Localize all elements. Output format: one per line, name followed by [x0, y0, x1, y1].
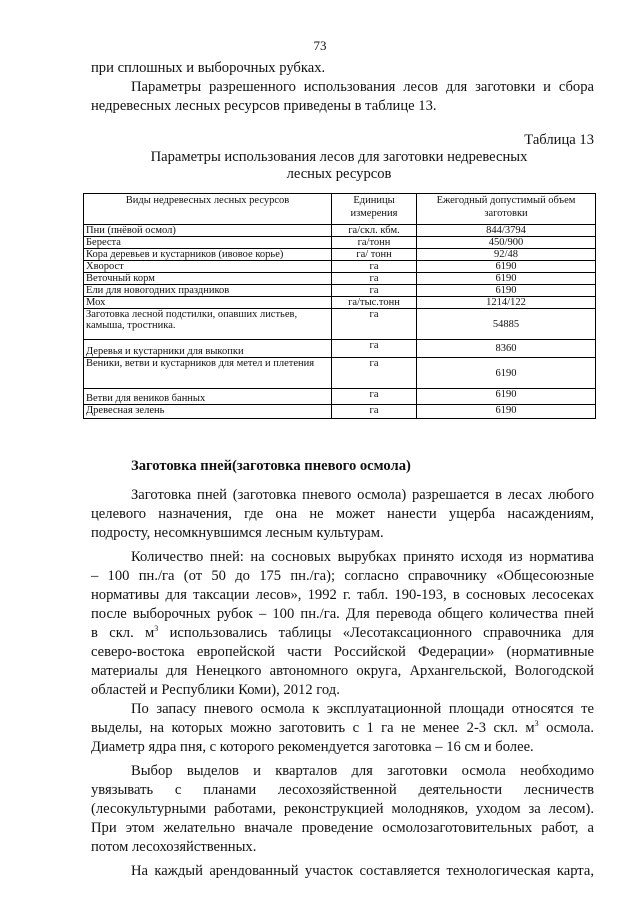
text-line: нормативы для таксации лесов», 1992 г. табл. 190-193, в сосновых лесосеках — [91, 587, 594, 603]
text-line: увязывать с планами лесохозяйственной деятельности лесничеств — [91, 782, 594, 798]
table-cell: га — [332, 358, 417, 389]
table-cell: га/скл. кбм. — [332, 225, 417, 237]
text-line: Выбор выделов и кварталов для заготовки осмола необходимо — [131, 763, 594, 779]
table-cell: Древесная зелень — [84, 405, 332, 419]
table-cell: 6190 — [417, 261, 596, 273]
table-row — [84, 273, 596, 285]
table-cell: 6190 — [417, 358, 596, 389]
table-label: Таблица 13 — [524, 132, 594, 148]
table-cell: га — [332, 340, 417, 358]
table-row — [84, 389, 596, 405]
table-cell: Хворост — [84, 261, 332, 273]
text-line: при сплошных и выборочных рубках. — [91, 60, 326, 76]
table-cell: Кора деревьев и кустарников (ивовое корье) — [84, 249, 332, 261]
table-cell: Веники, ветви и кустарников для метел и плетения — [84, 358, 332, 389]
table-cell: га/ тонн — [332, 249, 417, 261]
text-line: (лесокультурными работами, реконструкцией молодняков, уходом за лесом). — [91, 801, 594, 817]
table-cell: га — [332, 273, 417, 285]
table-cell: га/тонн — [332, 237, 417, 249]
text-line: выделы, на которых можно заготовить с 1 га не менее 2-3 скл. $м^3$ осмола. — [91, 719, 594, 736]
table-cell: 54885 — [417, 309, 596, 340]
table-row — [84, 340, 596, 358]
table-cell: Веточный корм — [84, 273, 332, 285]
table-header: Единицы измерения — [332, 194, 417, 225]
section-heading: Заготовка пней(заготовка пневого осмола) — [131, 458, 411, 474]
table-cell: Ели для новогодних праздников — [84, 285, 332, 297]
table-cell: Ветви для веников банных — [84, 389, 332, 405]
table-header: Ежегодный допустимый объем заготовки — [417, 194, 596, 225]
table-header-row — [84, 194, 596, 225]
table-row — [84, 358, 596, 389]
table-cell: Береста — [84, 237, 332, 249]
table-cell: 8360 — [417, 340, 596, 358]
table-cell: 6190 — [417, 405, 596, 419]
table-cell: 1214/122 — [417, 297, 596, 309]
table-row — [84, 297, 596, 309]
table-cell: 6190 — [417, 285, 596, 297]
table-title: Параметры использования лесов для заготовки недревесных — [150, 149, 528, 165]
text-line: На каждый арендованный участок составляется технологическая карта, — [131, 863, 594, 879]
table-row — [84, 405, 596, 419]
table-cell: Заготовка лесной подстилки, опавших листьев, камыша, тростника. — [84, 309, 332, 340]
table-cell: га — [332, 285, 417, 297]
text-line: Параметры разрешенного использования лесов для заготовки и сбора — [131, 79, 594, 95]
table-cell: га — [332, 405, 417, 419]
resources-table — [83, 193, 596, 419]
text-line: подросту, несомкнувшимся лесным культурам. — [91, 525, 384, 541]
table-row — [84, 285, 596, 297]
text-line: Заготовка пней (заготовка пневого осмола) разрешается в лесах любого — [131, 487, 594, 503]
text-line: недревесных лесных ресурсов приведены в таблице 13. — [91, 98, 437, 114]
text-line: целевого назначения, где она не может нанести ущерба насаждениям, — [91, 506, 594, 522]
table-header: Виды недревесных лесных ресурсов — [84, 194, 332, 225]
table-cell: Деревья и кустарники для выкопки — [84, 340, 332, 358]
text-line: – 100 пн./га (от 50 до 175 пн./га); согласно справочнику «Общесоюзные — [91, 568, 594, 584]
table-cell: 450/900 — [417, 237, 596, 249]
table-cell: га — [332, 389, 417, 405]
table-cell: га/тыс.тонн — [332, 297, 417, 309]
table-cell: га — [332, 309, 417, 340]
text-line: потом лесохозяйственных. — [91, 839, 257, 855]
text-line: При этом желательно вначале проведение осмолозаготовительных работ, а — [91, 820, 594, 836]
table-row — [84, 309, 596, 340]
table-cell: Пни (пнёвой осмол) — [84, 225, 332, 237]
table-cell: 6190 — [417, 389, 596, 405]
table-cell: 844/3794 — [417, 225, 596, 237]
table-cell: Мох — [84, 297, 332, 309]
table-row — [84, 237, 596, 249]
table-row — [84, 225, 596, 237]
table-row — [84, 249, 596, 261]
table-title: лесных ресурсов — [286, 166, 392, 182]
text-line: после выборочных рубок – 100 пн./га. Для перевода общего количества пней — [91, 606, 594, 622]
text-line: Количество пней: на сосновых вырубках принято исходя из норматива — [131, 549, 594, 565]
text-line: Диаметр ядра пня, с которого рекомендуется заготовка – 16 см и более. — [91, 739, 534, 755]
text-line: материалы для Ненецкого автономного округа, Архангельской, Вологодской — [91, 663, 594, 679]
table-cell: га — [332, 261, 417, 273]
text-line: в скл. $м^3$ использовались таблицы «Лесотаксационного справочника для — [91, 624, 595, 641]
page-number: 73 — [313, 38, 327, 53]
table-cell: 6190 — [417, 273, 596, 285]
text-line: По запасу пневого осмола к эксплуатационной площади относятся те — [131, 701, 594, 717]
table-cell: 92/48 — [417, 249, 596, 261]
table-row — [84, 261, 596, 273]
text-line: областей и Республики Коми), 2012 год. — [91, 682, 340, 698]
text-line: северо-востока европейской части Российской Федерации» (нормативные — [91, 644, 594, 660]
